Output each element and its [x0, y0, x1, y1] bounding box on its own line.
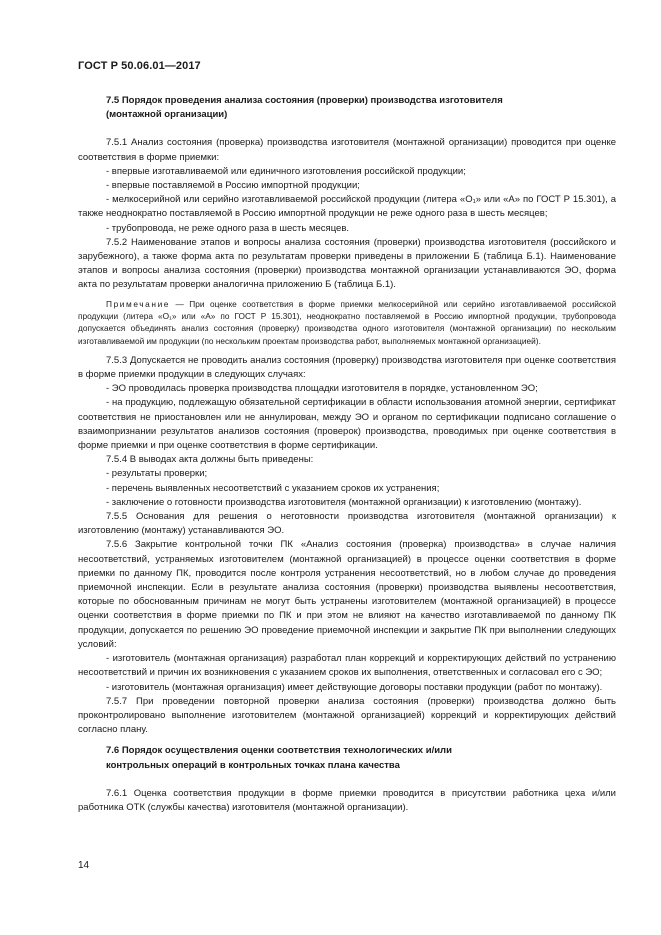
section-7-6-heading — [78, 744, 616, 772]
page-number: 14 — [78, 860, 90, 871]
list-item: - впервые изготавливаемой или единичного изготовления российской продукции; — [106, 165, 466, 177]
list-item: - результаты проверки; — [106, 468, 208, 480]
list-item: - заключение о готовности производства изготовителя (монтажной организации) к изготовлению (монтажу). — [106, 496, 582, 508]
list-item: - трубопровода, не реже одного раза в шесть месяцев. — [106, 222, 350, 234]
section-7-6-heading-line1: 7.6 Порядок осуществления оценки соответствия технологических и/или — [106, 745, 452, 757]
paragraph-7-5-2: 7.5.2 Наименование этапов и вопросы анализа состояния (проверки) производства изготовителя (российского и зарубежного), а также форма акта по результатам проверки приведены в приложении Б (таблица Б.1). Наименование этапов и вопросы анализа состояния (проверки) производства монтажной организации устанавливаются ЭО, форма акта по результатам проверки аналогична приложению Б (таблица Б.1). — [78, 236, 616, 291]
list-item: - изготовитель (монтажная организация) разработал план коррекций и корректирующих действий по устранению несоответствий и причин их возникновения с указанием сроков их выполнения, ответственных и согласовал его с ЭО; — [78, 653, 616, 679]
section-7-5-heading — [78, 94, 616, 122]
list-item: - впервые поставляемой в Россию импортной продукции; — [106, 180, 360, 192]
list-item: - ЭО проводилась проверка производства площадки изготовителя в порядке, установленном ЭО; — [106, 383, 538, 395]
note-text: — При оценке соответствия в форме приемки мелкосерийной или серийно изготавливаемой российской продукции (литера «О₁» или «А» по ГОСТ Р 15.301), неоднократно поставляемой в Россию импортной продукции, трубопровода допускается объединять анализ состояния (проверку) производства одного изготовителя (монтажной организации) по нескольким изготавливаемой им продукции (по нескольким проектам производства работ, выполняемых монтажной организацией). — [78, 298, 616, 346]
page-content — [78, 94, 616, 815]
section-7-5-heading-line1: 7.5 Порядок проведения анализа состояния (проверки) производства изготовителя — [106, 95, 503, 106]
paragraph-7-5-6: 7.5.6 Закрытие контрольной точки ПК «Анализ состояния (проверка) производства» в случае наличия несоответствий, устраняемых изготовителем (монтажной организацией) в процессе оценки соответствия в форме приемки по данному ПК, проводится после контроля устранения несоответствий, но в любом случае до проведения приемочной инспекции. Если в результате анализа состояния (проверки) производства выявлены несоответствия, которые по обоснованным причинам не могут быть устранены изготовителем (монтажной организацией) в процессе оценки соответствия в форме приемки по ПК и при этом не влияют на качество изготавливаемой по данному ПК продукции, допускается по решению ЭО проведение приемочной инспекции и закрытие ПК при выполнении следующих условий: — [78, 539, 616, 650]
list-item: - перечень выявленных несоответствий с указанием сроков их устранения; — [106, 482, 440, 494]
list-item: - мелкосерийной или серийно изготавливаемой российской продукции (литера «О₁» или «А» по ГОСТ Р 15.301), а также неоднократно поставляемой в Россию импортной продукции не реже одного раза в шесть месяцев; — [78, 194, 616, 220]
paragraph-7-5-1: 7.5.1 Анализ состояния (проверка) производства изготовителя (монтажной организации) проводится при оценке соответствия в форме приемки: — [78, 137, 616, 163]
section-7-5-heading-line2: (монтажной организации) — [106, 109, 228, 121]
paragraph-7-5-3: 7.5.3 Допускается не проводить анализ состояния (проверку) производства изготовителя при оценке соответствия в форме приемки продукции в следующих случаях: — [78, 354, 616, 381]
paragraph-7-6-1: 7.6.1 Оценка соответствия продукции в форме приемки проводится в присутствии работника цеха и/или работника ОТК (службы качества) изготовителя (монтажной организации). — [78, 787, 616, 813]
paragraph-7-5-4: 7.5.4 В выводах акта должны быть приведены: — [106, 454, 314, 466]
section-7-6-heading-line2: контрольных операций в контрольных точках плана качества — [106, 759, 400, 771]
note-label: Примечание — [106, 298, 171, 309]
standard-header: ГОСТ Р 50.06.01—2017 — [78, 60, 201, 72]
paragraph-7-5-7: 7.5.7 При проведении повторной проверки анализа состояния (проверки) производства должно быть проконтролировано выполнение изготовителем (монтажной организацией) коррекций и корректирующих действий согласно плану. — [78, 695, 616, 736]
note-paragraph — [78, 298, 616, 347]
paragraph-7-5-5: 7.5.5 Основания для решения о неготовности производства изготовителя (монтажной организации) к изготовлению (монтажу) устанавливаются ЭО. — [78, 511, 616, 537]
list-item: - на продукцию, подлежащую обязательной сертификации в области использования атомной энергии, сертификат соответствия не приостановлен или не аннулирован, между ЭО и органом по сертификации подписано соглашение о взаимопризнании результатов анализов состояния (проверок) производства, проводимых при оценке соответствия в форме приемки и при оценке соответствия в форме сертификации. — [78, 397, 616, 452]
list-item: - изготовитель (монтажная организация) имеет действующие договоры поставки продукции (работ по монтажу). — [106, 681, 603, 693]
